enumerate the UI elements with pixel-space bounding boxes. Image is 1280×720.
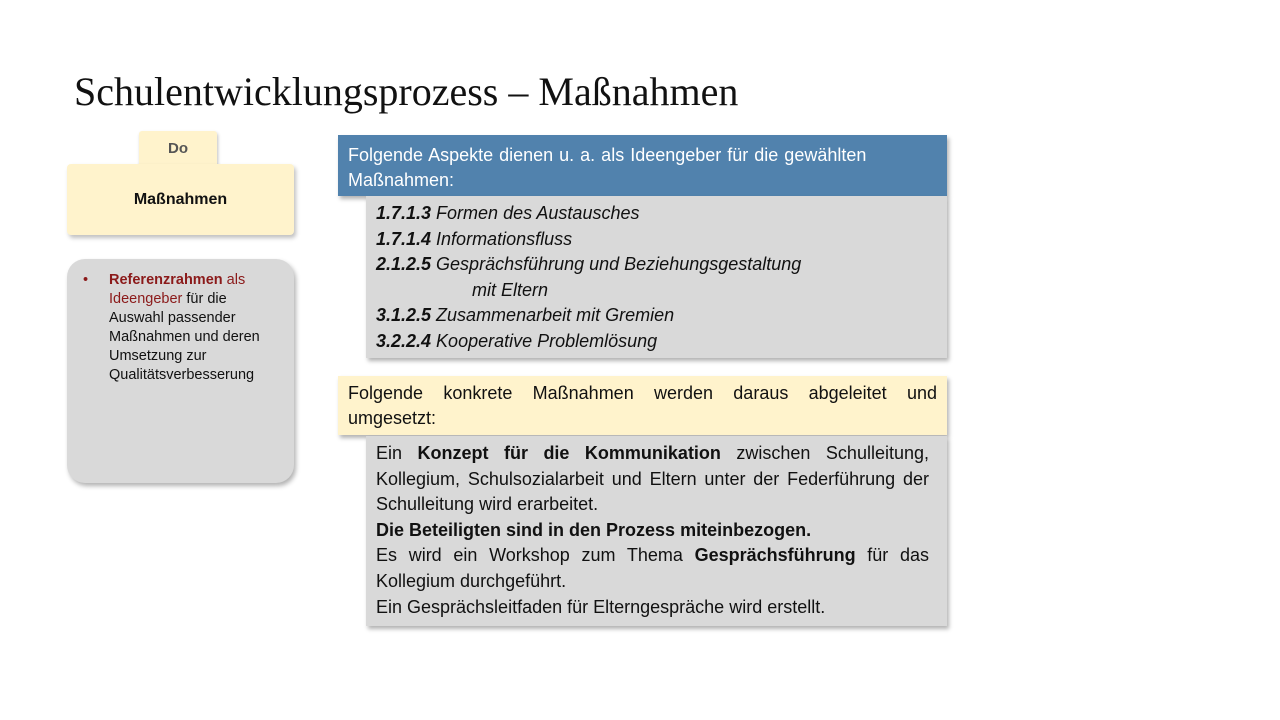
measures-list [366, 436, 947, 626]
measure-concept [376, 441, 929, 518]
aspect-number: 1.7.1.3 [376, 203, 432, 223]
aspect-number: 3.1.2.5 [376, 305, 432, 326]
measure-workshop-pre: Es wird ein Workshop zum Thema [376, 545, 695, 566]
aspect-number: 1.7.1.4 [376, 228, 432, 249]
reference-note-box [67, 259, 294, 483]
reference-rest: für die Auswahl passender Maßnahmen und deren Umsetzung zur Qualitätsverbesserung [109, 291, 260, 383]
reference-bullet-item [83, 271, 280, 385]
measure-participants: Die Beteiligten sind in den Prozess miteinbezogen. [376, 519, 812, 540]
measure-concept-pre: Ein [376, 443, 418, 463]
aspect-text: Gesprächsführung und Beziehungsgestaltung [431, 254, 802, 275]
aspect-item [376, 227, 937, 253]
aspect-item [376, 303, 937, 329]
reference-highlight-mid: als [222, 272, 246, 288]
reference-highlight-bold: Referenzrahmen [109, 272, 223, 288]
phase-tab-do: Do [139, 131, 217, 167]
aspect-text: mit Eltern [472, 279, 549, 300]
phase-box-label: Maßnahmen [133, 190, 228, 208]
aspect-item-continuation [376, 278, 937, 304]
aspect-text: Formen des Austausches [431, 203, 640, 223]
reference-highlight-plain: Ideengeber [109, 291, 183, 307]
measure-guideline: Ein Gesprächsleitfaden für Elterngespräche wird erstellt. [376, 596, 826, 617]
measure-concept-bold: Konzept für die Kommunikation [417, 443, 721, 463]
measure-workshop-post: für das Kollegium durchgeführt. [376, 545, 929, 591]
aspect-item [376, 252, 937, 278]
aspect-item [376, 201, 937, 227]
aspect-number: 2.1.2.5 [376, 254, 432, 275]
reference-text [109, 271, 280, 385]
measure-workshop [376, 543, 929, 594]
aspect-text: Informationsfluss [431, 228, 573, 249]
aspect-text: Zusammenarbeit mit Gremien [431, 305, 675, 326]
measures-header: Folgende konkrete Maßnahmen werden daraus abgeleitet und umgesetzt: [338, 376, 947, 435]
aspects-list [366, 196, 947, 358]
aspect-number: 3.2.2.4 [376, 330, 432, 351]
bullet-icon: • [83, 272, 89, 288]
aspect-text: Kooperative Problemlösung [431, 330, 658, 351]
page-title: Schulentwicklungsprozess – Maßnahmen [74, 69, 739, 114]
aspect-item [376, 329, 937, 355]
aspects-header: Folgende Aspekte dienen u. a. als Ideengeber für die gewählten Maßnahmen: [338, 135, 947, 196]
measure-concept-post: zwischen Schulleitung, Kollegium, Schulsozialarbeit und Eltern unter der Federführung der Schulleitung wird erarbeitet. [376, 443, 929, 515]
measure-workshop-bold: Gesprächsführung [694, 545, 856, 566]
phase-box-massnahmen [67, 164, 294, 235]
